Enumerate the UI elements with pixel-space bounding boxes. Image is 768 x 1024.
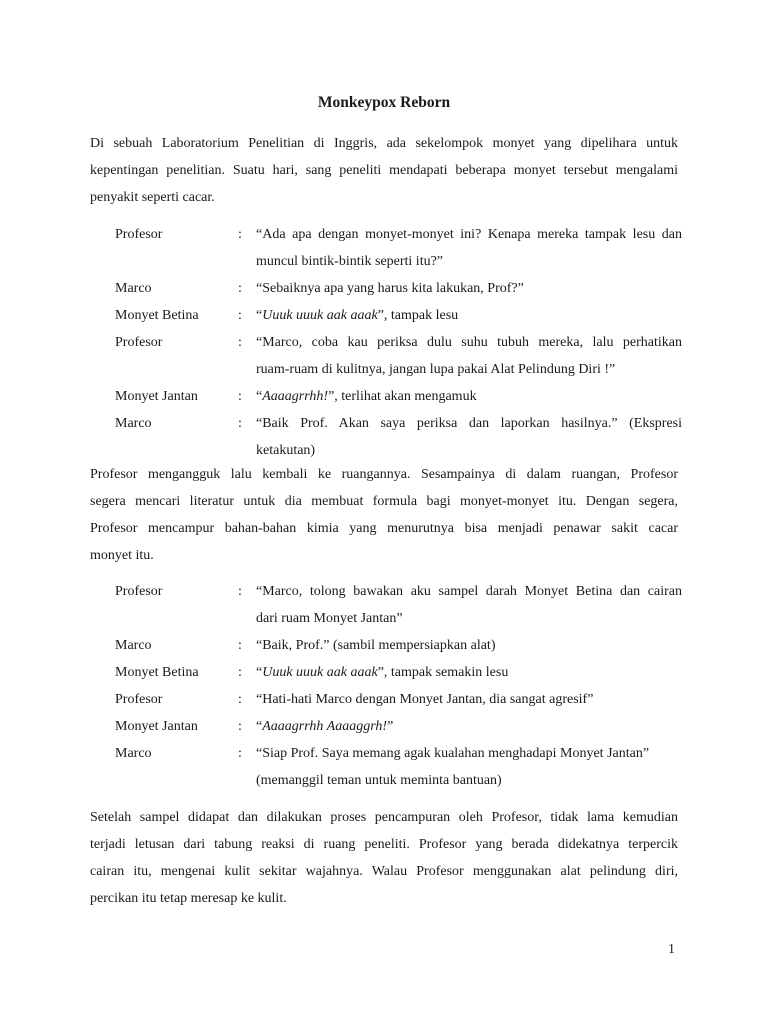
dialogue-line [0,632,768,659]
speaker-name: Marco [115,281,152,296]
paragraph-middle [90,461,678,569]
speaker-name: Monyet Jantan [115,389,198,404]
italic-sound: Aaaagrrhh Aaaaggrh! [262,719,388,734]
dialogue-rest: ” [387,719,394,734]
dialogue-text [256,410,682,464]
paragraph-line: kepentingan penelitian. Suatu hari, sang peneliti mendapati beberapa monyet tersebut mengalami [90,163,678,178]
paragraph-line: segera mencari literatur untuk dia membuat formula bagi monyet-monyet itu. Dengan segera, [90,494,678,509]
dialogue-text [256,302,682,329]
speaker-colon: : [238,308,242,323]
speaker-colon: : [238,665,242,680]
speaker-name: Marco [115,638,152,653]
dialogue-line [0,686,768,713]
speaker-colon: : [238,692,242,707]
dialogue-rest: ”, tampak semakin lesu [377,665,509,680]
dialogue-line [0,740,768,794]
dialogue-text-line: (memanggil teman untuk meminta bantuan) [256,773,502,788]
speaker-colon: : [238,335,242,350]
italic-sound: Aaaagrrhh! [262,389,329,404]
dialogue-text [256,740,682,794]
dialogue-line [0,659,768,686]
dialogue-text-line: “Hati-hati Marco dengan Monyet Jantan, dia sangat agresif” [256,692,594,707]
dialogue-line [0,713,768,740]
dialogue-line [0,578,768,632]
paragraph-line: penyakit seperti cacar. [90,190,215,205]
dialogue-text-line: “Marco, coba kau periksa dulu suhu tubuh mereka, lalu perhatikan [256,335,682,350]
dialogue-text [256,329,682,383]
speaker-name: Monyet Betina [115,308,199,323]
dialogue-text-line: muncul bintik-bintik seperti itu?” [256,254,444,269]
dialogue-text [256,221,682,275]
paragraph-line: monyet itu. [90,548,154,563]
speaker-name: Monyet Jantan [115,719,198,734]
speaker-name: Marco [115,746,152,761]
paragraph-line: percikan itu tetap meresap ke kulit. [90,891,287,906]
speaker-colon: : [238,746,242,761]
dialogue-line [0,329,768,383]
paragraph-intro [90,130,678,211]
paragraph-line: terjadi letusan dari tabung reaksi di ruang peneliti. Profesor yang berada didekatnya terpercik [90,837,678,852]
dialogue-text-line: ketakutan) [256,443,316,458]
dialogue-text-line: dari ruam Monyet Jantan” [256,611,403,626]
speaker-colon: : [238,719,242,734]
italic-sound: Uuuk uuuk aak aaak [262,308,378,323]
dialogue-text [256,659,682,686]
dialogue-text-line: “Marco, tolong bawakan aku sampel darah Monyet Betina dan cairan [256,584,682,599]
document-title: Monkeypox Reborn [317,94,451,111]
speaker-colon: : [238,584,242,599]
paragraph-line: cairan itu, mengenai kulit sekitar wajahnya. Walau Profesor menggunakan alat pelindung diri, [90,864,678,879]
dialogue-line [0,302,768,329]
speaker-colon: : [238,638,242,653]
speaker-colon: : [238,281,242,296]
dialogue-text [256,383,682,410]
speaker-name: Profesor [115,692,163,707]
dialogue-line [0,221,768,275]
speaker-colon: : [238,416,242,431]
speaker-name: Monyet Betina [115,665,199,680]
dialogue-text-line: “Sebaiknya apa yang harus kita lakukan, Prof?” [256,281,524,296]
dialogue-line [0,410,768,464]
dialogue-block-1 [0,221,768,464]
dialogue-text-line: “Baik, Prof.” (sambil mempersiapkan alat) [256,638,496,653]
dialogue-text-line: ruam-ruam di kulitnya, jangan lupa pakai Alat Pelindung Diri !” [256,362,616,377]
dialogue-text-line: “Siap Prof. Saya memang agak kualahan menghadapi Monyet Jantan” [256,746,650,761]
dialogue-text [256,686,682,713]
speaker-name: Profesor [115,335,163,350]
dialogue-rest: ”, terlihat akan mengamuk [328,389,477,404]
dialogue-text [256,632,682,659]
speaker-colon: : [238,389,242,404]
quote-open: “ [256,389,263,404]
dialogue-text-line: “Ada apa dengan monyet-monyet ini? Kenapa mereka tampak lesu dan [256,227,682,242]
dialogue-text [256,713,682,740]
paragraph-line: Profesor mengangguk lalu kembali ke ruangannya. Sesampainya di dalam ruangan, Profesor [90,467,678,482]
paragraph-line: Di sebuah Laboratorium Penelitian di Inggris, ada sekelompok monyet yang dipelihara untuk [90,136,678,151]
paragraph-closing [90,804,678,912]
dialogue-rest: ”, tampak lesu [377,308,459,323]
dialogue-text-line: “Baik Prof. Akan saya periksa dan laporkan hasilnya.” (Ekspresi [256,416,682,431]
dialogue-text [256,275,682,302]
dialogue-block-2 [0,578,768,794]
speaker-name: Marco [115,416,152,431]
dialogue-line [0,383,768,410]
quote-open: “ [256,665,263,680]
paragraph-line: Profesor mencampur bahan-bahan kimia yang menurutnya bisa menjadi penawar sakit cacar [90,521,678,536]
page-number: 1 [668,942,675,957]
italic-sound: Uuuk uuuk aak aaak [262,665,378,680]
speaker-name: Profesor [115,584,163,599]
quote-open: “ [256,308,263,323]
speaker-colon: : [238,227,242,242]
dialogue-text [256,578,682,632]
quote-open: “ [256,719,263,734]
paragraph-line: Setelah sampel didapat dan dilakukan proses pencampuran oleh Profesor, tidak lama kemudian [90,810,678,825]
dialogue-line [0,275,768,302]
speaker-name: Profesor [115,227,163,242]
